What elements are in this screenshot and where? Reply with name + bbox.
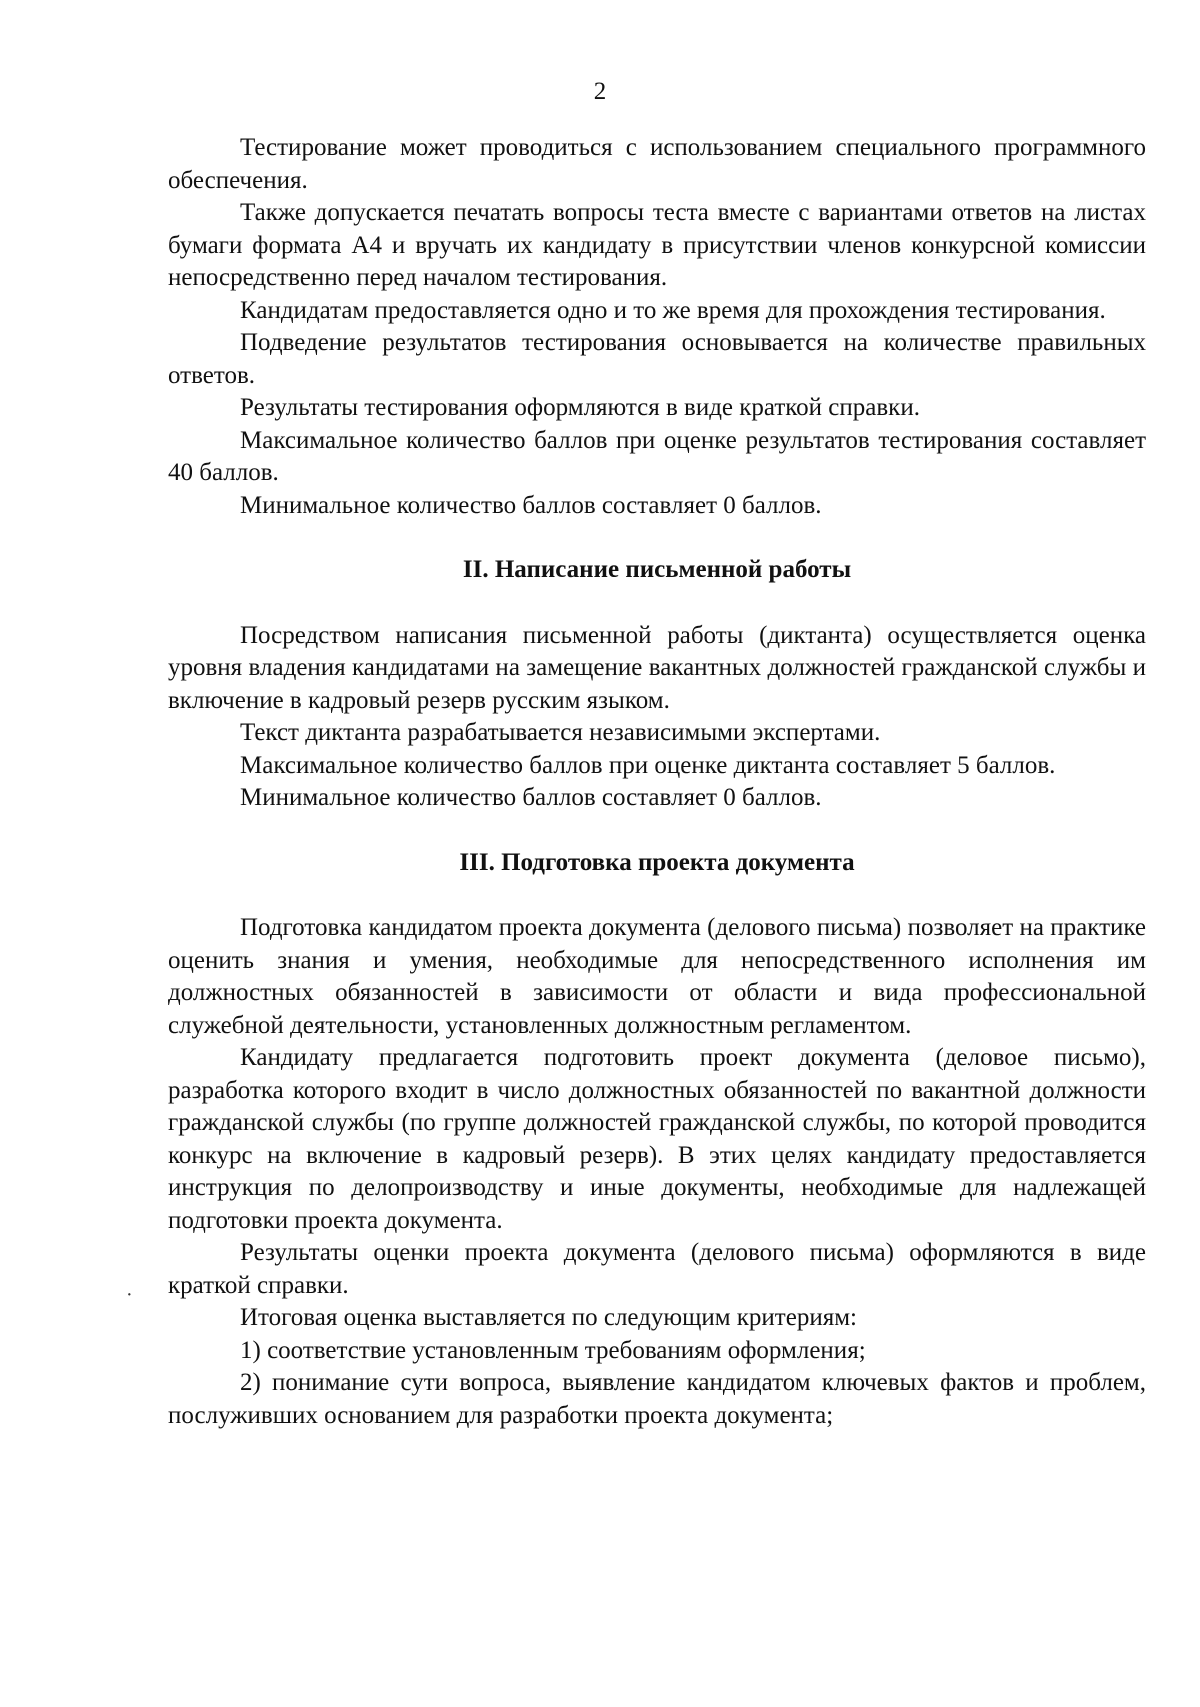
margin-dot-mark: · bbox=[126, 1284, 133, 1306]
paragraph: Результаты оценки проекта документа (делового письма) оформляются в виде краткой справки. bbox=[168, 1239, 1146, 1299]
paragraph: Минимальное количество баллов составляет 0 баллов. bbox=[240, 491, 822, 519]
paragraph: Тестирование может проводиться с использованием специального программного обеспечения. bbox=[168, 134, 1146, 194]
paragraph: Кандидату предлагается подготовить проект документа (деловое письмо), разработка которого входит в число должностных обязанностей по вакантной должности гражданской службы (по группе должностей гражданской службы, по которой проводится конкурс на включение в кадровый резерв). В этих целях кандидату предоставляется инструкция по делопроизводству и иные документы, необходимые для надлежащей подготовки проекта документа. bbox=[168, 1044, 1146, 1234]
paragraph: Итоговая оценка выставляется по следующим критериям: bbox=[240, 1304, 857, 1331]
paragraph: Посредством написания письменной работы (диктанта) осуществляется оценка уровня владения кандидатами на замещение вакантных должностей гражданской службы и включение в кадровый резерв русским языком. bbox=[168, 621, 1146, 714]
list-item: 1) соответствие установленным требованиям оформления; bbox=[240, 1336, 866, 1364]
list-item: 2) понимание сути вопроса, выявление кандидатом ключевых фактов и проблем, послуживших основанием для разработки проекта документа; bbox=[168, 1369, 1146, 1429]
section-heading: II. Написание письменной работы bbox=[462, 556, 852, 583]
paragraph: Максимальное количество баллов при оценке результатов тестирования составляет 40 баллов. bbox=[168, 426, 1146, 486]
paragraph: Подведение результатов тестирования основывается на количестве правильных ответов. bbox=[168, 329, 1146, 389]
paragraph: Подготовка кандидатом проекта документа (делового письма) позволяет на практике оценить знания и умения, необходимые для непосредственного исполнения им должностных обязанностей в зависимости от области и вида профессиональной служебной деятельности, установленных должностным регламентом. bbox=[168, 914, 1146, 1039]
paragraph: Минимальное количество баллов составляет 0 баллов. bbox=[240, 784, 822, 811]
section-heading: III. Подготовка проекта документа bbox=[459, 848, 855, 876]
paragraph: Также допускается печатать вопросы теста вместе с вариантами ответов на листах бумаги формата А4 и вручать их кандидату в присутствии членов конкурсной комиссии непосредственно перед началом тестирования. bbox=[168, 199, 1146, 291]
paragraph: Результаты тестирования оформляются в виде краткой справки. bbox=[240, 394, 920, 421]
paragraph: Максимальное количество баллов при оценке диктанта составляет 5 баллов. bbox=[240, 751, 1056, 779]
paragraph: Текст диктанта разрабатывается независимыми экспертами. bbox=[240, 719, 881, 746]
page-number: 2 bbox=[593, 78, 607, 105]
document-body bbox=[168, 132, 1146, 1432]
paragraph: Кандидатам предоставляется одно и то же время для прохождения тестирования. bbox=[240, 296, 1106, 324]
